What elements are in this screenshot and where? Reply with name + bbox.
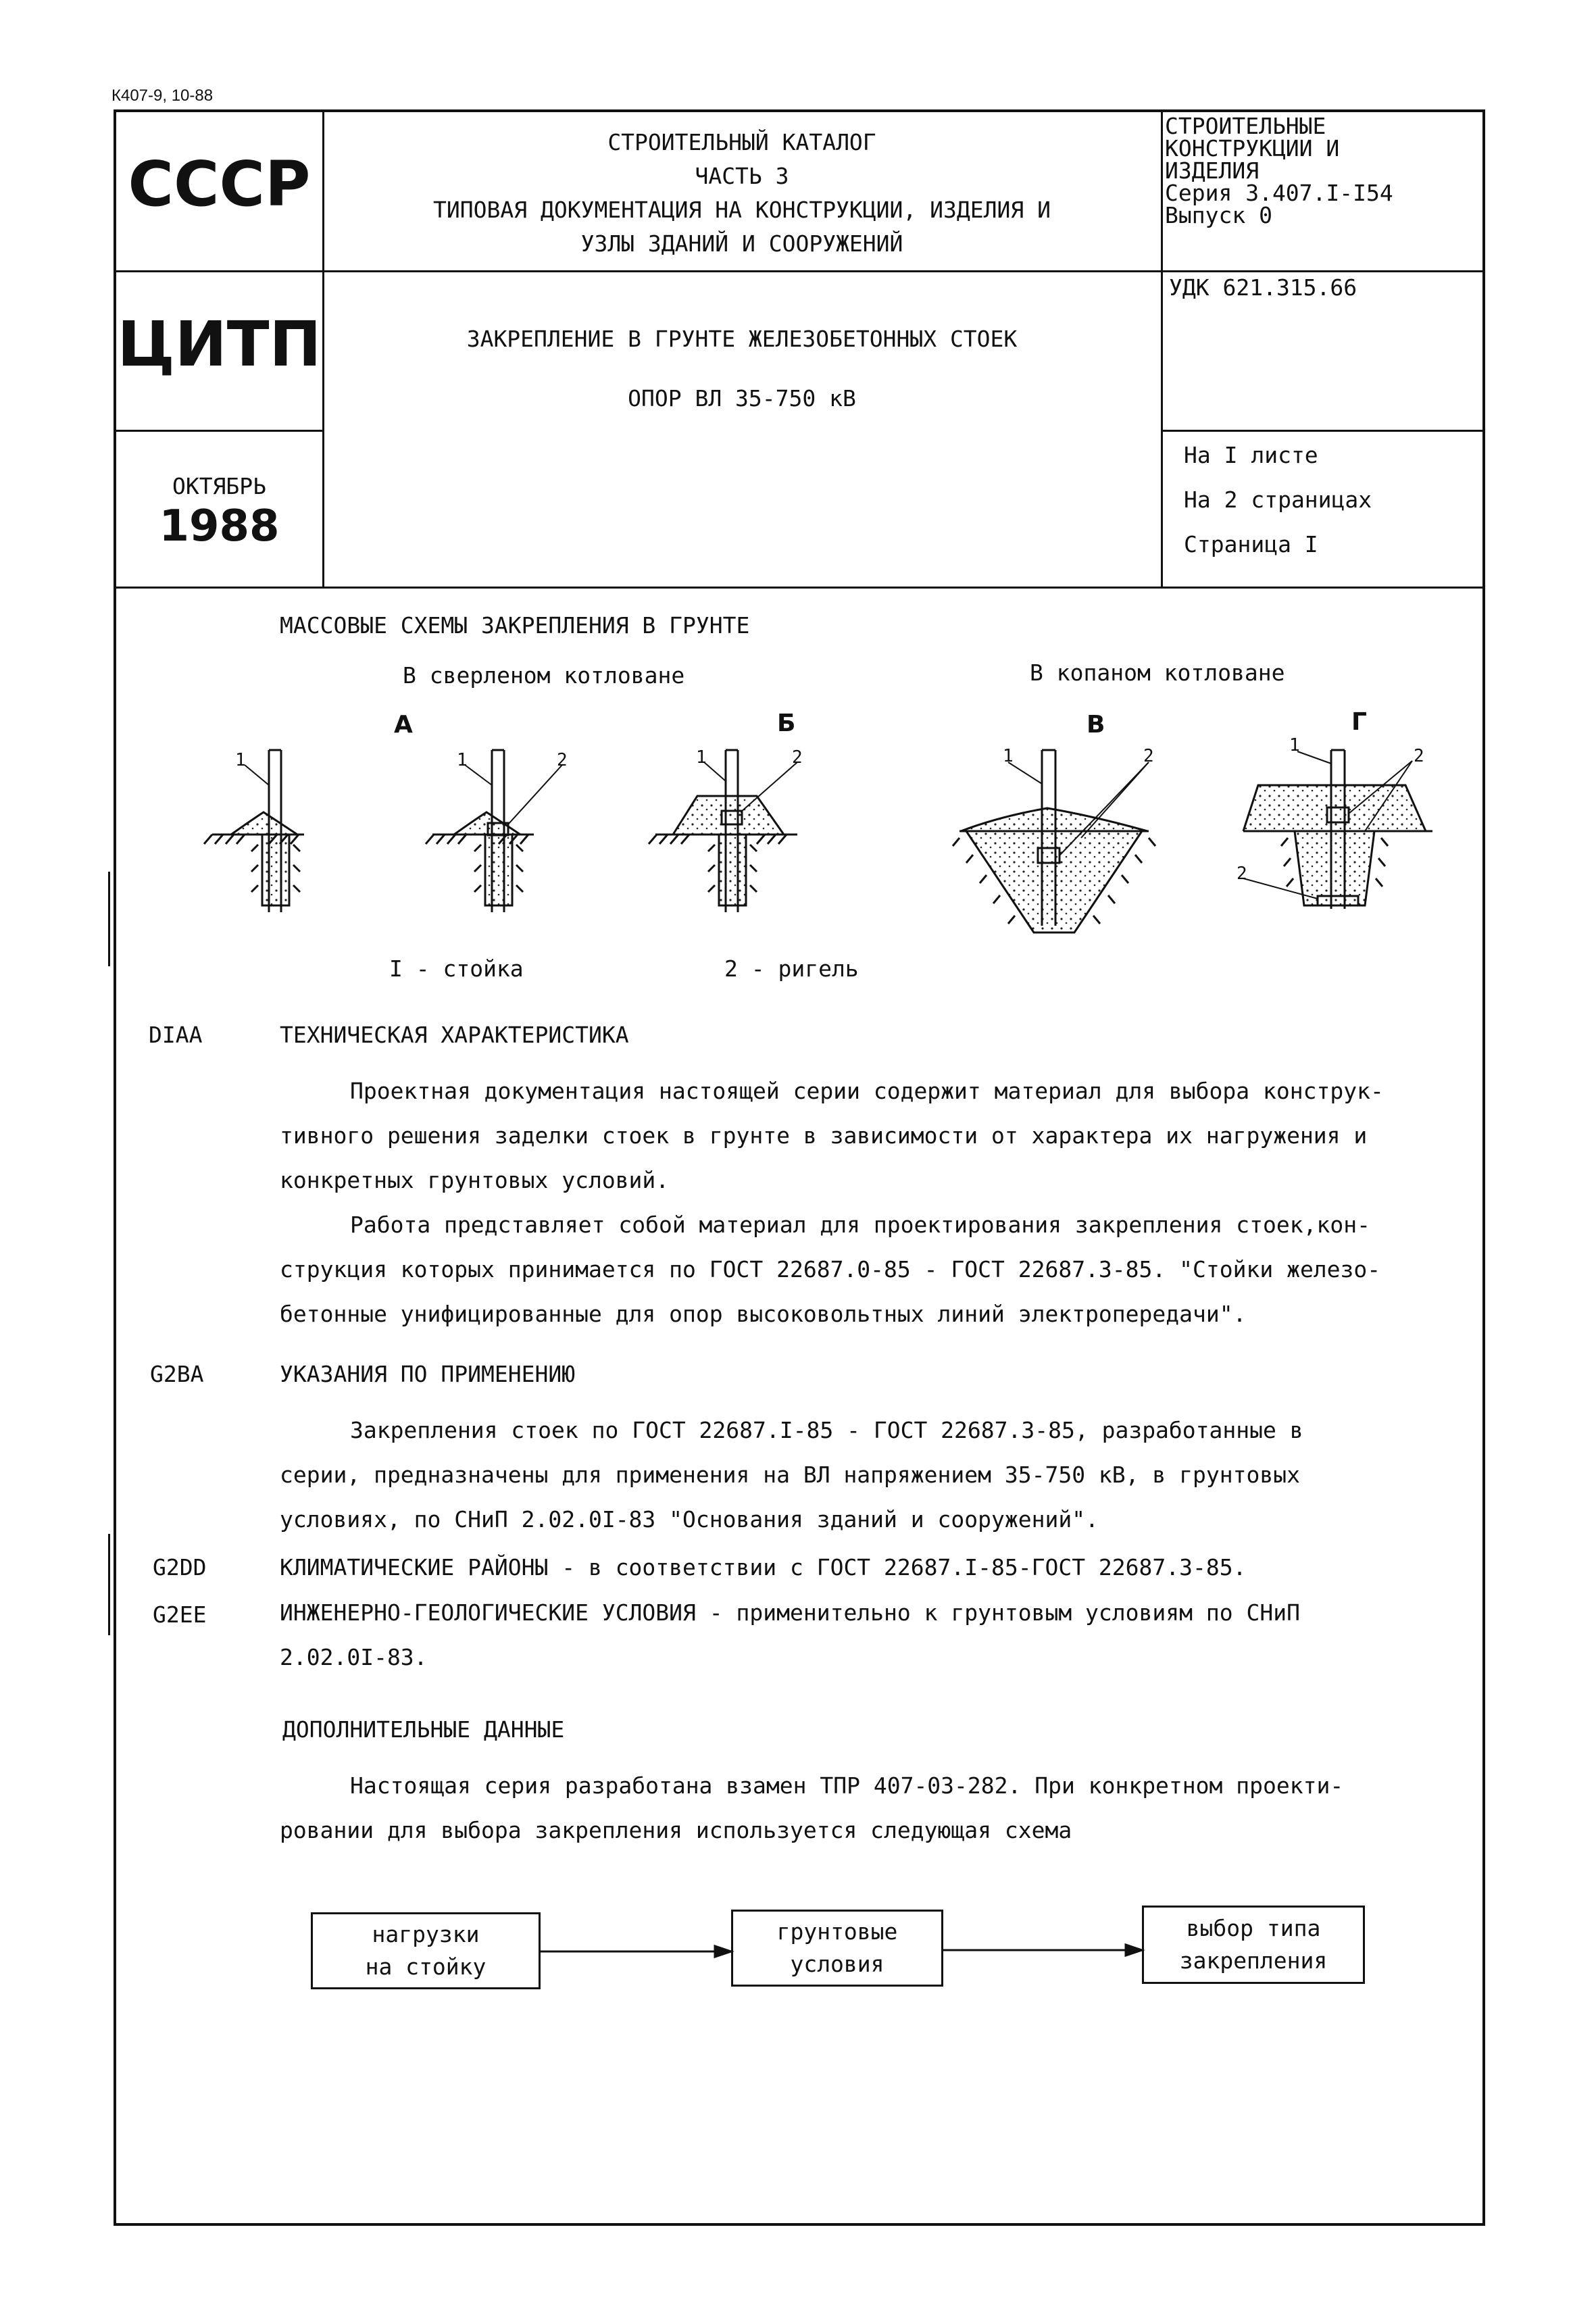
- section-heading-application: УКАЗАНИЯ ПО ПРИМЕНЕНИЮ: [280, 1361, 576, 1387]
- scheme-label-b: Б: [777, 710, 796, 737]
- callout-a2-1: 1: [457, 750, 468, 770]
- org-ussr: СССР: [128, 148, 311, 220]
- org-citp: ЦИТП: [117, 308, 322, 380]
- scheme-label-g: Г: [1351, 708, 1367, 736]
- text-line: бетонные унифицированные для опор высоковольтных линий электропередачи".: [280, 1301, 1247, 1327]
- flow-box-line: выбор типа: [1186, 1915, 1321, 1941]
- flow-box-line: нагрузки: [372, 1921, 480, 1947]
- section-text-tech: [280, 1069, 1428, 1337]
- doc-title-line2: ОПОР ВЛ 35-750 кВ: [628, 385, 856, 412]
- group-drilled-label: В сверленом котловане: [403, 662, 685, 689]
- legend-post: I - стойка: [389, 955, 524, 982]
- text-line: Проектная документация настоящей серии содержит материал для выбора конструк-: [350, 1078, 1384, 1104]
- text-line: Настоящая серия разработана взамен ТПР 407-03-282. При конкретном проекти-: [350, 1772, 1344, 1799]
- section-heading-tech: ТЕХНИЧЕСКАЯ ХАРАКТЕРИСТИКА: [280, 1022, 629, 1048]
- catalog-line: СТРОИТЕЛЬНЫЙ КАТАЛОГ: [607, 129, 876, 155]
- header-row-line-1: [114, 270, 1161, 272]
- callout-a1: 1: [235, 750, 246, 770]
- sheet-count: На I листе: [1184, 442, 1318, 468]
- section-text-geology: [280, 1591, 1428, 1680]
- section-info: [1165, 115, 1482, 226]
- scheme-a-simple: [204, 750, 304, 912]
- text-line: серии, предназначены для применения на ВЛ напряжением 35-750 кВ, в грунтовых: [280, 1462, 1300, 1488]
- section-text-climate: КЛИМАТИЧЕСКИЕ РАЙОНЫ - в соответствии с ГОСТ 22687.I-85-ГОСТ 22687.3-85.: [280, 1554, 1247, 1580]
- doc-title-line1: ЗАКРЕПЛЕНИЕ В ГРУНТЕ ЖЕЛЕЗОБЕТОННЫХ СТОЕК: [466, 326, 1018, 352]
- schemes-heading: МАССОВЫЕ СХЕМЫ ЗАКРЕПЛЕНИЯ В ГРУНТЕ: [280, 612, 750, 639]
- flow-box-choice: [1142, 1906, 1365, 1984]
- callout-v-2: 2: [1143, 746, 1154, 766]
- text-line: ровании для выбора закрепления используется следующая схема: [280, 1817, 1072, 1843]
- catalog-line: УЗЛЫ ЗДАНИЙ И СООРУЖЕНИЙ: [580, 230, 903, 257]
- issue-year: 1988: [159, 501, 280, 551]
- document-code: К407-9, 10-88: [111, 86, 214, 105]
- header-row-line-2b: [1161, 430, 1485, 432]
- margin-mark-1: [108, 872, 110, 966]
- callout-g-1: 1: [1289, 735, 1300, 755]
- text-line: тивного решения заделки стоек в грунте в зависимости от характера их нагружения и: [280, 1122, 1368, 1149]
- header-row-line-2: [114, 430, 323, 432]
- section-text-additional: [280, 1764, 1428, 1853]
- section-heading-additional: ДОПОЛНИТЕЛЬНЫЕ ДАННЫЕ: [282, 1716, 565, 1743]
- text-line: ИНЖЕНЕРНО-ГЕОЛОГИЧЕСКИЕ УСЛОВИЯ - применительно к грунтовым условиям по СНиП: [280, 1599, 1300, 1626]
- flow-box-line: грунтовые: [776, 1918, 898, 1945]
- callout-b-2: 2: [792, 747, 803, 768]
- catalog-line: ЧАСТЬ 3: [695, 163, 789, 189]
- scheme-label-a: А: [394, 711, 413, 739]
- scheme-g: [1243, 750, 1432, 909]
- flow-arrow-2-head: [1126, 1945, 1142, 1956]
- catalog-line: ТИПОВАЯ ДОКУМЕНТАЦИЯ НА КОНСТРУКЦИИ, ИЗДЕЛИЯ И: [433, 197, 1051, 223]
- section-line: Серия 3.407.I-I54: [1165, 180, 1393, 206]
- callout-v-1: 1: [1003, 746, 1014, 766]
- section-line: Выпуск 0: [1165, 202, 1272, 228]
- group-dug-label: В копаном котловане: [1030, 659, 1285, 686]
- callout-a2-2: 2: [557, 750, 568, 770]
- text-line: струкция которых принимается по ГОСТ 22687.0-85 - ГОСТ 22687.3-85. "Стойки железо-: [280, 1256, 1381, 1283]
- header-row-line-1b: [1161, 270, 1485, 272]
- catalog-title: [324, 126, 1159, 261]
- callout-g-2b: 2: [1237, 864, 1247, 884]
- header-bottom-line: [114, 587, 1485, 589]
- page-count: На 2 страницах: [1184, 487, 1372, 513]
- text-line: условиях, по СНиП 2.02.0I-83 "Основания зданий и сооружений".: [280, 1506, 1099, 1533]
- schemes-drawing: [189, 737, 1473, 960]
- margin-mark-2: [108, 1534, 110, 1635]
- section-code-diaa: DIAA: [149, 1022, 203, 1048]
- udk-code: УДК 621.315.66: [1169, 274, 1357, 301]
- flow-arrows: [541, 1933, 1149, 1973]
- text-line: Закрепления стоек по ГОСТ 22687.I-85 - ГОСТ 22687.3-85, разработанные в: [350, 1417, 1303, 1443]
- text-line: Работа представляет собой материал для проектирования закрепления стоек,кон-: [350, 1212, 1370, 1238]
- legend-rigel: 2 - ригель: [724, 955, 859, 982]
- text-line: конкретных грунтовых условий.: [280, 1167, 670, 1193]
- scheme-b: [649, 750, 797, 912]
- flow-box-line: закрепления: [1179, 1947, 1328, 1974]
- text-line: 2.02.0I-83.: [280, 1644, 428, 1670]
- scheme-v: [953, 750, 1155, 932]
- flow-box-line: условия: [790, 1951, 884, 1977]
- section-line: ИЗДЕЛИЯ: [1165, 157, 1260, 184]
- callout-b-1: 1: [696, 747, 707, 768]
- flow-box-loads: [311, 1912, 541, 1989]
- scheme-a-rigel: [426, 750, 562, 912]
- section-code-g2ba: G2BA: [150, 1361, 204, 1387]
- section-line: КОНСТРУКЦИИ И: [1165, 135, 1340, 161]
- section-code-g2ee: G2EE: [153, 1601, 207, 1628]
- issue-month: ОКТЯБРЬ: [172, 473, 267, 499]
- page-number: Страница I: [1184, 531, 1318, 557]
- scheme-label-v: В: [1087, 711, 1105, 739]
- header-divider-right: [1161, 109, 1163, 588]
- section-line: СТРОИТЕЛЬНЫЕ: [1165, 113, 1326, 139]
- section-code-g2dd: G2DD: [153, 1554, 207, 1580]
- section-text-application: [280, 1408, 1428, 1542]
- flow-arrow-1-head: [715, 1946, 731, 1957]
- flow-box-line: на стойку: [365, 1953, 487, 1980]
- callout-g-2a: 2: [1414, 746, 1424, 766]
